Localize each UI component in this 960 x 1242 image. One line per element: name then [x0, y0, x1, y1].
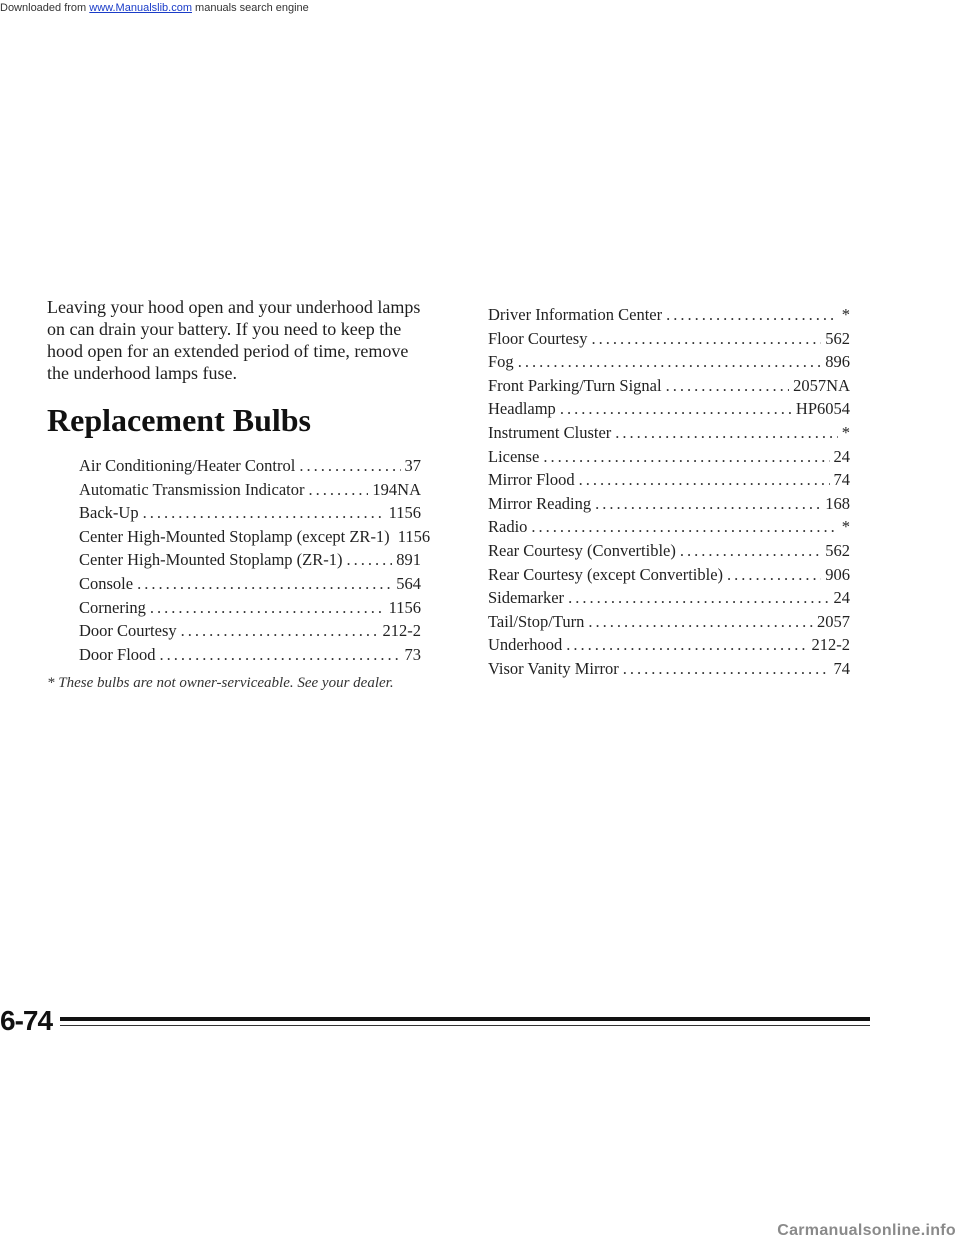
bulb-number: 73	[404, 644, 421, 664]
bulb-number: 24	[833, 446, 850, 466]
bulb-number: 906	[825, 564, 850, 584]
bulb-number: 168	[825, 493, 850, 513]
bulb-number: HP6054	[795, 399, 850, 419]
page-number: 6-74	[0, 1005, 53, 1036]
bulb-number: 37	[404, 456, 421, 475]
bulb-number: 2057	[817, 611, 850, 631]
bulb-name: Cornering	[79, 597, 146, 617]
bulb-entry	[488, 492, 850, 516]
dot-leader	[666, 374, 790, 398]
bulb-number: 212-2	[811, 635, 850, 655]
bulb-entry	[488, 657, 850, 681]
dot-leader	[309, 478, 369, 502]
bulb-name: Door Courtesy	[79, 621, 177, 641]
dot-leader	[160, 643, 401, 667]
bulb-number: *	[841, 517, 850, 537]
replacement-bulb-list-left	[79, 454, 431, 666]
bulb-name: Mirror Flood	[488, 470, 575, 490]
left-column	[47, 296, 431, 666]
bulb-name: Center High-Mounted Stoplamp (ZR-1)	[79, 550, 343, 570]
bulb-number: 2057NA	[793, 375, 850, 395]
bulb-name: Rear Courtesy (except Convertible)	[488, 564, 724, 584]
bulb-name: Rear Courtesy (Convertible)	[488, 540, 676, 560]
bulb-name: Visor Vanity Mirror	[488, 658, 619, 678]
bulb-name: Air Conditioning/Heater Control	[79, 456, 296, 475]
right-column	[488, 303, 850, 681]
bulb-name: Driver Information Center	[488, 305, 663, 324]
footer-rule-thin	[60, 1025, 870, 1026]
bulb-entry	[79, 619, 421, 643]
dot-leader	[560, 397, 792, 421]
bulb-name: Automatic Transmission Indicator	[79, 479, 305, 499]
download-source-suffix: manuals search engine	[191, 2, 309, 14]
bulb-name: Underhood	[488, 635, 563, 655]
bulb-number: 194NA	[372, 479, 421, 499]
bulb-number: 74	[833, 658, 850, 678]
bulb-name: Back-Up	[79, 503, 139, 523]
bulb-entry	[488, 445, 850, 469]
bulb-name: Front Parking/Turn Signal	[488, 375, 662, 395]
bulb-entry	[488, 421, 850, 445]
bulb-entry	[79, 596, 421, 620]
bulb-entry	[488, 374, 850, 398]
bulb-name: Door Flood	[79, 644, 156, 664]
dot-leader	[531, 515, 837, 539]
bulb-name: Sidemarker	[488, 588, 565, 608]
bulb-name: Instrument Cluster	[488, 422, 612, 442]
bulb-entry	[488, 539, 850, 563]
bulb-entry	[488, 468, 850, 492]
bulb-number: 24	[833, 588, 850, 608]
bulb-entry	[488, 327, 850, 351]
dot-leader	[588, 610, 813, 634]
dot-leader	[623, 657, 830, 681]
dot-leader	[143, 501, 385, 525]
bulb-entry	[488, 610, 850, 634]
footnote: * These bulbs are not owner-serviceable. See your dealer.	[47, 675, 394, 691]
bulb-entry	[488, 586, 850, 610]
dot-leader	[181, 619, 379, 643]
watermark-carmanualsonline: Carmanualsonline.info	[777, 1222, 956, 1239]
dot-leader	[347, 548, 393, 572]
bulb-entry	[79, 643, 421, 667]
bulb-name: Console	[79, 573, 134, 593]
bulb-number: 562	[825, 328, 850, 348]
dot-leader	[150, 596, 385, 620]
bulb-entry	[79, 478, 421, 502]
bulb-number: 562	[825, 540, 850, 560]
bulb-number: *	[841, 305, 850, 324]
manualslib-link[interactable]: www.Manualslib.com	[89, 2, 192, 14]
bulb-number: 1156	[388, 503, 421, 523]
dot-leader	[568, 586, 829, 610]
dot-leader	[566, 633, 807, 657]
bulb-name: Mirror Reading	[488, 493, 592, 513]
bulb-entry	[79, 501, 421, 525]
bulb-name: Center High-Mounted Stoplamp (except ZR-1)	[79, 526, 390, 546]
bulb-entry	[79, 548, 421, 572]
bulb-name: Fog	[488, 352, 514, 372]
section-title: Replacement Bulbs	[47, 402, 311, 438]
dot-leader	[543, 445, 829, 469]
bulb-number: 896	[825, 352, 850, 372]
dot-leader	[680, 539, 821, 563]
hood-lamp-warning-paragraph: Leaving your hood open and your underhood lamps on can drain your battery. If you need to keep the hood open for an extended period of time, remove the underhood lamps fuse.	[47, 297, 421, 383]
bulb-entry	[488, 303, 850, 327]
dot-leader	[579, 468, 830, 492]
bulb-entry	[79, 525, 431, 549]
dot-leader	[595, 492, 821, 516]
bulb-entry	[488, 515, 850, 539]
bulb-name: Floor Courtesy	[488, 328, 588, 348]
bulb-number: 1156	[388, 597, 421, 617]
bulb-entry	[488, 633, 850, 657]
bulb-name: Radio	[488, 517, 528, 537]
bulb-entry	[79, 572, 421, 596]
dot-leader	[727, 563, 821, 587]
bulb-entry	[488, 350, 850, 374]
dot-leader	[666, 303, 838, 327]
dot-leader	[591, 327, 821, 351]
bulb-number: 212-2	[382, 621, 421, 641]
bulb-entry	[488, 397, 850, 421]
bulb-number: *	[841, 422, 850, 442]
footer-rule-thick	[60, 1017, 870, 1021]
bulb-name: License	[488, 446, 540, 466]
replacement-bulb-list-right	[488, 303, 850, 681]
dot-leader	[518, 350, 822, 374]
bulb-name: Tail/Stop/Turn	[488, 611, 585, 631]
download-source-header	[0, 2, 309, 14]
bulb-name: Headlamp	[488, 399, 556, 419]
dot-leader	[137, 572, 392, 596]
dot-leader	[299, 454, 400, 478]
bulb-number: 891	[396, 550, 421, 570]
bulb-entry	[79, 454, 421, 478]
bulb-number: 564	[396, 573, 421, 593]
bulb-entry	[488, 563, 850, 587]
bulb-number: 74	[833, 470, 850, 490]
dot-leader	[615, 421, 837, 445]
download-source-prefix: Downloaded from	[0, 2, 90, 14]
bulb-number: 1156	[397, 526, 431, 546]
